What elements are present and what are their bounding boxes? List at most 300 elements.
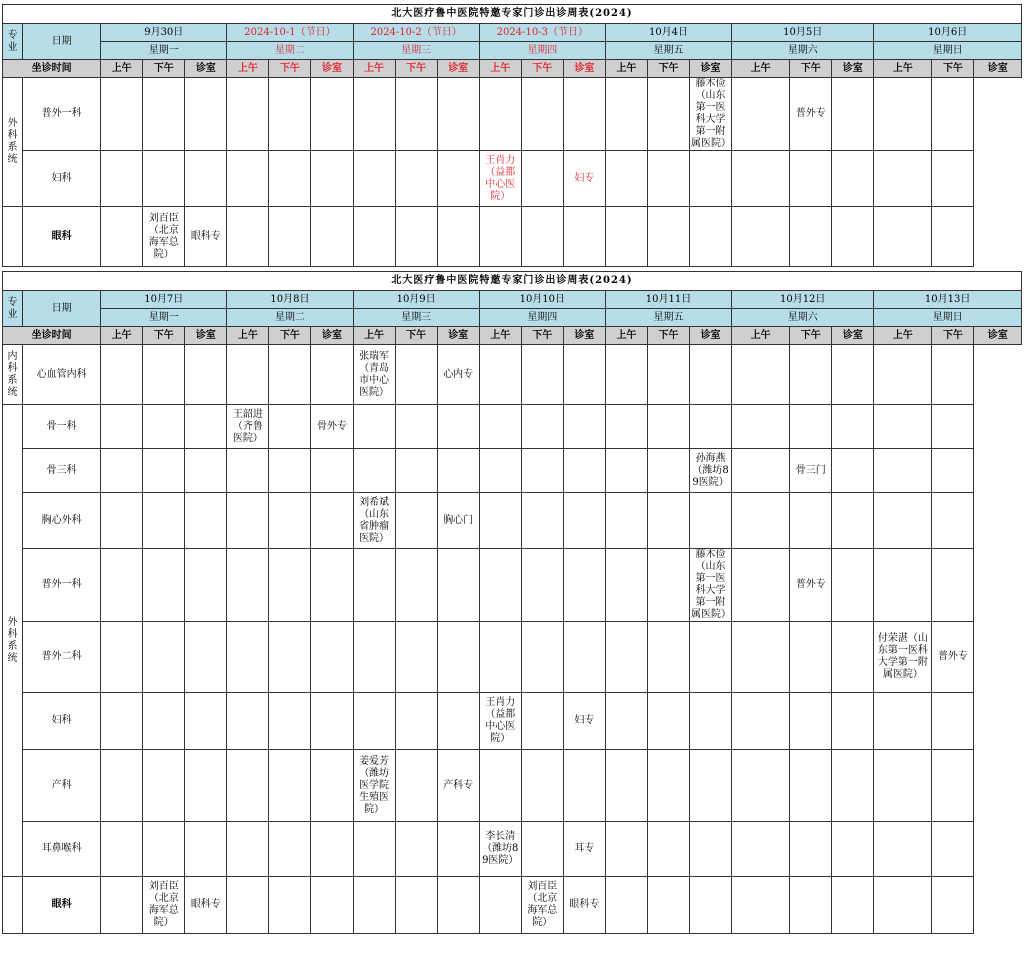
doctor-cell xyxy=(227,345,269,405)
doctor-cell xyxy=(732,622,790,693)
weekday-header: 星期一 xyxy=(101,42,227,60)
clinic-room-cell xyxy=(311,207,353,267)
department-name: 眼科 xyxy=(23,877,101,934)
doctor-cell: 王韶进（齐鲁医院） xyxy=(227,405,269,449)
doctor-cell xyxy=(647,693,689,750)
session-header: 上午 xyxy=(101,60,143,78)
department-row xyxy=(3,822,1022,877)
date-header: 9月30日 xyxy=(101,24,227,42)
doctor-cell: 姜爱芳（潍坊医学院生殖医院） xyxy=(353,750,395,822)
clinic-room-cell xyxy=(690,151,732,207)
clinic-room-cell xyxy=(832,493,874,549)
doctor-cell xyxy=(874,822,932,877)
doctor-cell: 王肖力（益都中心医院） xyxy=(479,693,521,750)
clinic-room-cell xyxy=(832,449,874,493)
weekday-header: 星期四 xyxy=(479,309,605,327)
doctor-cell xyxy=(605,405,647,449)
doctor-cell xyxy=(269,207,311,267)
doctor-cell: 刘百臣（北京海军总院） xyxy=(143,207,185,267)
clinic-room-cell xyxy=(832,345,874,405)
session-header: 诊室 xyxy=(832,60,874,78)
session-header: 诊室 xyxy=(563,327,605,345)
clinic-room-cell xyxy=(832,78,874,151)
doctor-cell xyxy=(732,405,790,449)
date-row xyxy=(3,291,1022,309)
doctor-cell xyxy=(932,877,974,934)
doctor-cell: 王肖力（益都中心医院） xyxy=(479,151,521,207)
session-header: 上午 xyxy=(605,327,647,345)
clinic-room-cell xyxy=(311,493,353,549)
doctor-cell xyxy=(395,693,437,750)
clinic-room-cell xyxy=(690,493,732,549)
doctor-cell xyxy=(732,822,790,877)
doctor-cell xyxy=(101,493,143,549)
date-header: 10月6日 xyxy=(874,24,1022,42)
doctor-cell xyxy=(101,750,143,822)
doctor-cell xyxy=(605,877,647,934)
department-row xyxy=(3,877,1022,934)
clinic-room-cell xyxy=(185,622,227,693)
doctor-cell xyxy=(732,877,790,934)
weekday-header: 星期三 xyxy=(353,42,479,60)
clinic-room-cell xyxy=(437,877,479,934)
clinic-room-cell: 孙海燕（潍坊89医院） xyxy=(690,449,732,493)
doctor-cell xyxy=(605,549,647,622)
clinic-room-cell xyxy=(185,345,227,405)
system-group-label: 外科系统 xyxy=(3,78,23,207)
session-header: 上午 xyxy=(732,327,790,345)
doctor-cell xyxy=(227,207,269,267)
clinic-room-cell xyxy=(690,405,732,449)
doctor-cell xyxy=(353,549,395,622)
date-header: 10月7日 xyxy=(101,291,227,309)
doctor-cell xyxy=(143,493,185,549)
doctor-cell xyxy=(227,750,269,822)
doctor-cell xyxy=(732,207,790,267)
schedule-table xyxy=(2,271,1022,934)
clinic-room-cell: 眼科专 xyxy=(185,877,227,934)
doctor-cell xyxy=(732,750,790,822)
doctor-cell: 刘百臣（北京海军总院） xyxy=(521,877,563,934)
clinic-room-cell xyxy=(311,750,353,822)
date-header: 10月4日 xyxy=(605,24,731,42)
clinic-room-cell xyxy=(437,822,479,877)
date-label: 日期 xyxy=(23,24,101,60)
doctor-cell xyxy=(101,151,143,207)
department-row xyxy=(3,151,1022,207)
session-header: 下午 xyxy=(395,327,437,345)
department-row xyxy=(3,345,1022,405)
department-name: 普外二科 xyxy=(23,622,101,693)
clinic-room-cell xyxy=(185,549,227,622)
session-header: 下午 xyxy=(395,60,437,78)
session-header: 诊室 xyxy=(974,327,1022,345)
date-header: 2024-10-2（节日） xyxy=(353,24,479,42)
doctor-cell xyxy=(395,78,437,151)
doctor-cell xyxy=(269,549,311,622)
doctor-cell xyxy=(269,405,311,449)
schedule-tables xyxy=(2,4,1022,934)
doctor-cell xyxy=(790,405,832,449)
doctor-cell xyxy=(521,549,563,622)
doctor-cell xyxy=(101,877,143,934)
doctor-cell xyxy=(932,822,974,877)
doctor-cell xyxy=(932,151,974,207)
doctor-cell xyxy=(605,78,647,151)
session-header: 上午 xyxy=(605,60,647,78)
doctor-cell xyxy=(101,822,143,877)
doctor-cell xyxy=(101,449,143,493)
clinic-room-cell xyxy=(832,693,874,750)
department-row xyxy=(3,622,1022,693)
doctor-cell xyxy=(790,493,832,549)
doctor-cell xyxy=(269,78,311,151)
session-header: 上午 xyxy=(227,327,269,345)
clinic-room-cell xyxy=(437,449,479,493)
doctor-cell xyxy=(395,750,437,822)
clinic-room-cell: 眼科专 xyxy=(563,877,605,934)
doctor-cell xyxy=(932,493,974,549)
session-header: 下午 xyxy=(521,60,563,78)
department-row xyxy=(3,493,1022,549)
doctor-cell xyxy=(101,405,143,449)
weekday-header: 星期五 xyxy=(605,42,731,60)
session-header: 诊室 xyxy=(185,60,227,78)
clinic-room-cell: 胸心门 xyxy=(437,493,479,549)
weekday-header: 星期日 xyxy=(874,309,1022,327)
session-header: 上午 xyxy=(874,327,932,345)
doctor-cell xyxy=(269,622,311,693)
session-header: 诊室 xyxy=(185,327,227,345)
doctor-cell xyxy=(521,405,563,449)
doctor-cell xyxy=(143,750,185,822)
doctor-cell xyxy=(353,78,395,151)
clinic-room-cell xyxy=(832,405,874,449)
date-row xyxy=(3,24,1022,42)
doctor-cell xyxy=(521,151,563,207)
session-header: 下午 xyxy=(521,327,563,345)
clinic-room-cell xyxy=(437,151,479,207)
doctor-cell xyxy=(479,877,521,934)
doctor-cell xyxy=(874,207,932,267)
department-name: 普外一科 xyxy=(23,78,101,151)
doctor-cell xyxy=(395,151,437,207)
date-header: 10月10日 xyxy=(479,291,605,309)
doctor-cell xyxy=(479,493,521,549)
department-name: 妇科 xyxy=(23,151,101,207)
date-label: 日期 xyxy=(23,291,101,327)
clinic-room-cell xyxy=(832,151,874,207)
weekday-header: 星期二 xyxy=(227,42,353,60)
clinic-room-cell xyxy=(185,449,227,493)
clinic-room-cell xyxy=(311,449,353,493)
clinic-room-cell: 妇专 xyxy=(563,693,605,750)
session-header: 下午 xyxy=(790,60,832,78)
weekday-header: 星期日 xyxy=(874,42,1022,60)
doctor-cell: 刘百臣（北京海军总院） xyxy=(143,877,185,934)
doctor-cell xyxy=(521,493,563,549)
doctor-cell xyxy=(790,345,832,405)
doctor-cell xyxy=(932,549,974,622)
clinic-room-cell xyxy=(690,750,732,822)
doctor-cell xyxy=(353,449,395,493)
date-header: 10月12日 xyxy=(732,291,874,309)
clinic-room-cell xyxy=(185,693,227,750)
clinic-room-cell xyxy=(563,78,605,151)
doctor-cell xyxy=(932,345,974,405)
clinic-room-cell: 藤木俭（山东第一医科大学第一附属医院） xyxy=(691,78,732,149)
doctor-cell xyxy=(353,622,395,693)
doctor-cell xyxy=(874,405,932,449)
table-title: 北大医疗鲁中医院特邀专家门诊出诊周表(2024) xyxy=(3,272,1022,291)
doctor-cell xyxy=(353,693,395,750)
doctor-cell xyxy=(227,549,269,622)
clinic-room-cell xyxy=(185,493,227,549)
time-label: 坐诊时间 xyxy=(3,60,101,78)
doctor-cell xyxy=(101,693,143,750)
doctor-cell xyxy=(101,622,143,693)
weekday-header: 星期四 xyxy=(479,42,605,60)
doctor-cell xyxy=(521,622,563,693)
department-name: 胸心外科 xyxy=(23,493,101,549)
doctor-cell xyxy=(732,151,790,207)
doctor-cell xyxy=(101,78,143,151)
session-header: 诊室 xyxy=(311,60,353,78)
doctor-cell xyxy=(143,449,185,493)
doctor-cell xyxy=(874,549,932,622)
schedule-table xyxy=(2,4,1022,267)
doctor-cell: 张瑞军（青岛市中心医院） xyxy=(353,345,395,405)
doctor-cell xyxy=(521,750,563,822)
department-name: 心血管内科 xyxy=(23,345,101,405)
session-header: 诊室 xyxy=(690,60,732,78)
doctor-cell xyxy=(732,493,790,549)
clinic-room-cell xyxy=(690,693,732,750)
system-group-label xyxy=(3,207,23,267)
system-group-label: 外科系统 xyxy=(3,405,23,877)
clinic-room-cell xyxy=(563,207,605,267)
doctor-cell xyxy=(732,449,790,493)
doctor-cell xyxy=(269,493,311,549)
session-header: 诊室 xyxy=(563,60,605,78)
clinic-room-cell xyxy=(563,549,605,622)
clinic-room-cell xyxy=(437,207,479,267)
department-name: 普外一科 xyxy=(23,549,101,622)
session-header: 诊室 xyxy=(311,327,353,345)
doctor-cell xyxy=(647,207,689,267)
doctor-cell xyxy=(479,449,521,493)
clinic-room-cell: 耳专 xyxy=(563,822,605,877)
department-row xyxy=(3,405,1022,449)
clinic-room-cell xyxy=(832,750,874,822)
doctor-cell xyxy=(647,549,689,622)
doctor-cell xyxy=(790,877,832,934)
clinic-room-cell xyxy=(437,693,479,750)
doctor-cell xyxy=(605,822,647,877)
session-header: 上午 xyxy=(874,60,932,78)
doctor-cell xyxy=(353,405,395,449)
doctor-cell xyxy=(932,693,974,750)
clinic-room-cell xyxy=(832,822,874,877)
clinic-room-cell xyxy=(832,207,874,267)
doctor-cell xyxy=(227,449,269,493)
doctor-cell xyxy=(790,822,832,877)
doctor-cell xyxy=(227,622,269,693)
session-header: 上午 xyxy=(353,60,395,78)
department-row xyxy=(3,750,1022,822)
session-header: 上午 xyxy=(732,60,790,78)
clinic-room-cell xyxy=(437,78,479,151)
clinic-room-cell xyxy=(690,822,732,877)
doctor-cell xyxy=(647,622,689,693)
session-header: 下午 xyxy=(269,60,311,78)
department-row xyxy=(3,549,1022,622)
doctor-cell xyxy=(605,750,647,822)
clinic-room-cell xyxy=(690,622,732,693)
clinic-room-cell: 心内专 xyxy=(437,345,479,405)
doctor-cell xyxy=(227,151,269,207)
doctor-cell xyxy=(269,877,311,934)
doctor-cell xyxy=(395,549,437,622)
clinic-room-cell: 产科专 xyxy=(437,750,479,822)
clinic-room-cell xyxy=(311,822,353,877)
weekday-row xyxy=(3,42,1022,60)
session-header: 上午 xyxy=(227,60,269,78)
date-header: 10月9日 xyxy=(353,291,479,309)
doctor-cell xyxy=(395,345,437,405)
doctor-cell xyxy=(605,622,647,693)
doctor-cell xyxy=(101,345,143,405)
doctor-cell xyxy=(874,345,932,405)
session-row xyxy=(3,60,1022,78)
doctor-cell xyxy=(269,693,311,750)
clinic-room-cell xyxy=(185,78,227,151)
clinic-room-cell xyxy=(311,151,353,207)
doctor-cell xyxy=(521,345,563,405)
doctor-cell xyxy=(395,449,437,493)
session-header: 诊室 xyxy=(832,327,874,345)
doctor-cell xyxy=(647,822,689,877)
doctor-cell xyxy=(479,345,521,405)
weekday-header: 星期六 xyxy=(732,42,874,60)
clinic-room-cell xyxy=(311,877,353,934)
doctor-cell xyxy=(647,345,689,405)
clinic-room-cell: 妇专 xyxy=(563,151,605,207)
clinic-room-cell xyxy=(690,345,732,405)
system-group-label: 内科系统 xyxy=(3,345,23,405)
session-header: 诊室 xyxy=(974,60,1022,78)
doctor-cell xyxy=(143,78,185,151)
title-row xyxy=(3,5,1022,24)
weekday-header: 星期二 xyxy=(227,309,353,327)
clinic-room-cell xyxy=(832,877,874,934)
clinic-room-cell xyxy=(311,693,353,750)
clinic-room-cell: 骨外专 xyxy=(311,405,353,449)
doctor-cell xyxy=(874,750,932,822)
clinic-room-cell xyxy=(185,750,227,822)
doctor-cell xyxy=(353,877,395,934)
doctor-cell xyxy=(227,822,269,877)
doctor-cell xyxy=(932,78,974,151)
clinic-room-cell xyxy=(832,549,874,622)
doctor-cell xyxy=(874,693,932,750)
doctor-cell: 李长清（潍坊89医院） xyxy=(479,822,521,877)
doctor-cell xyxy=(932,750,974,822)
session-header: 下午 xyxy=(269,327,311,345)
session-header: 上午 xyxy=(479,60,521,78)
department-name: 眼科 xyxy=(23,207,101,267)
clinic-room-cell xyxy=(311,345,353,405)
session-header: 下午 xyxy=(790,327,832,345)
clinic-room-cell xyxy=(690,877,732,934)
date-header: 10月8日 xyxy=(227,291,353,309)
session-header: 下午 xyxy=(932,327,974,345)
doctor-cell xyxy=(790,207,832,267)
doctor-cell xyxy=(732,549,790,622)
table-title: 北大医疗鲁中医院特邀专家门诊出诊周表(2024) xyxy=(3,5,1022,24)
doctor-cell xyxy=(647,405,689,449)
session-header: 诊室 xyxy=(690,327,732,345)
doctor-cell xyxy=(395,877,437,934)
weekday-header: 星期三 xyxy=(353,309,479,327)
clinic-room-cell xyxy=(690,207,732,267)
doctor-cell: 刘希斌（山东省肿瘤医院） xyxy=(353,493,395,549)
session-header: 下午 xyxy=(143,327,185,345)
doctor-cell xyxy=(269,449,311,493)
date-header: 10月13日 xyxy=(874,291,1022,309)
doctor-cell xyxy=(874,877,932,934)
doctor-cell xyxy=(647,78,689,151)
doctor-cell xyxy=(605,207,647,267)
clinic-room-cell xyxy=(185,405,227,449)
clinic-room-cell xyxy=(563,750,605,822)
department-name: 妇科 xyxy=(23,693,101,750)
doctor-cell xyxy=(521,693,563,750)
clinic-room-cell: 藤木俭（山东第一医科大学第一附属医院） xyxy=(691,549,732,620)
date-header: 2024-10-3（节日） xyxy=(479,24,605,42)
doctor-cell: 普外专 xyxy=(790,549,832,622)
doctor-cell xyxy=(647,493,689,549)
clinic-room-cell xyxy=(311,78,353,151)
doctor-cell xyxy=(479,207,521,267)
clinic-room-cell xyxy=(563,345,605,405)
doctor-cell xyxy=(353,151,395,207)
doctor-cell xyxy=(790,622,832,693)
doctor-cell xyxy=(521,449,563,493)
department-row xyxy=(3,693,1022,750)
doctor-cell xyxy=(932,405,974,449)
doctor-cell xyxy=(227,693,269,750)
session-header: 上午 xyxy=(479,327,521,345)
doctor-cell xyxy=(647,449,689,493)
clinic-room-cell xyxy=(437,622,479,693)
doctor-cell xyxy=(874,151,932,207)
doctor-cell xyxy=(874,449,932,493)
clinic-room-cell xyxy=(185,151,227,207)
weekday-header: 星期一 xyxy=(101,309,227,327)
session-header: 下午 xyxy=(647,60,689,78)
doctor-cell xyxy=(479,549,521,622)
doctor-cell xyxy=(143,622,185,693)
department-name: 骨三科 xyxy=(23,449,101,493)
clinic-room-cell xyxy=(563,405,605,449)
title-row xyxy=(3,272,1022,291)
doctor-cell xyxy=(143,822,185,877)
doctor-cell xyxy=(143,549,185,622)
doctor-cell xyxy=(395,493,437,549)
doctor-cell xyxy=(269,822,311,877)
doctor-cell: 普外专 xyxy=(932,622,974,693)
